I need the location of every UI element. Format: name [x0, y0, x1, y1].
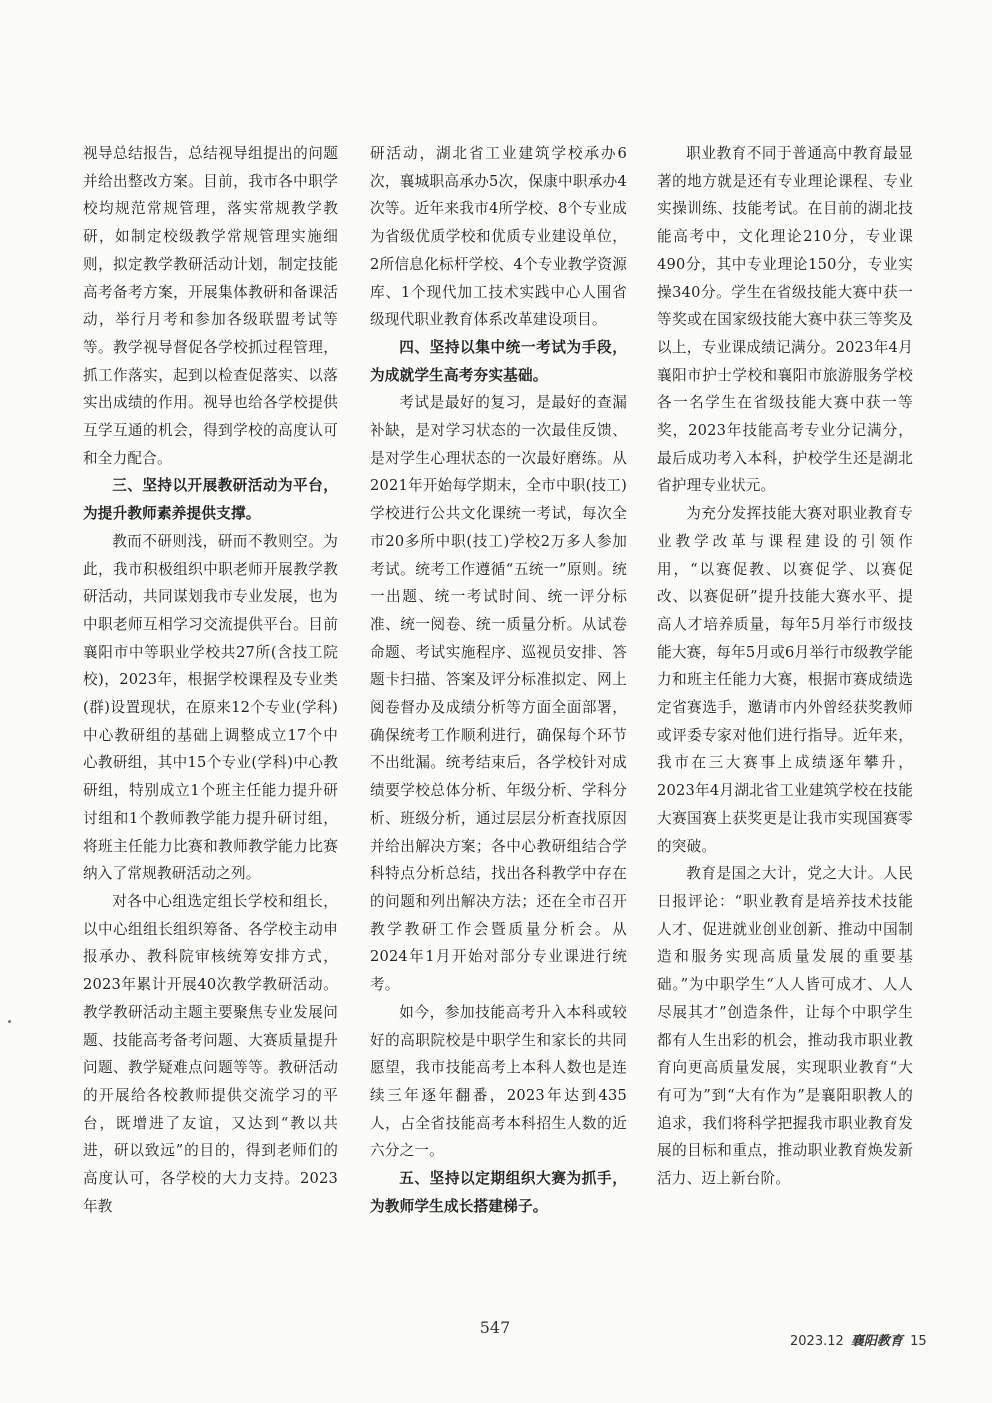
text-column-2: [370, 140, 627, 1220]
issue-date: 2023.12: [790, 1334, 844, 1349]
section-heading: 四、坚持以集中统一考试为手段，为成就学生高考夯实基础。: [370, 338, 627, 384]
journal-page-number: 15: [910, 1334, 927, 1349]
paragraph: 教育是国之大计，党之大计。人民日报评论：“职业教育是培养技术技能人才、促进就业创业创新、推动中国制造和服务实现高质量发展的重要基础。”为中职学生“人人皆可成才、人人尽展其才”创造条件，让每个中职学生都有人生出彩的机会，推动我市职业教育向更高质量发展，实现职业教育“大有可为”到“大有作为”是襄阳职教人的追求，我们将科学把握我市职业教育发展的目标和重点，推动职业教育焕发新活力、迈上新台阶。: [657, 865, 913, 1188]
paragraph: 职业教育不同于普通高中教育最显著的地方就是还有专业理论课程、专业实操训练、技能考试。在目前的湖北技能高考中，文化理论210分，专业课490分，其中专业理论150分，专业实操340分。学生在省级技能大赛中获一等奖或在国家级技能大赛中获三等奖及以上，专业课成绩记满分。2023年4月襄阳市护士学校和襄阳市旅游服务学校各一名学生在省级技能大赛中获一等奖，2023年技能高考专业分记满分，最后成功考入本科，护校学生还是湖北省护理专业状元。: [657, 145, 913, 495]
section-heading: 五、坚持以定期组织大赛为抓手，为教师学生成长搭建梯子。: [370, 1170, 627, 1215]
journal-name: 襄阳教育: [850, 1334, 903, 1349]
scan-speck: [8, 1020, 11, 1023]
paragraph: 研活动，湖北省工业建筑学校承办6次，襄城职高承办5次，保康中职承办4次等。近年来我市4所学校、8个专业成为省级优质学校和优质专业建设单位，2所信息化标杆学校、4个专业教学资源库、1个现代加工技术实践中心人围省级现代职业教育体系改革建设项目。: [370, 145, 627, 329]
page-number: 547: [479, 1318, 511, 1337]
text-column-3: [657, 140, 913, 1193]
paragraph: 视导总结报告，总结视导组提出的问题并给出整改方案。目前，我市各中职学校均规范常规管理，落实常规教学教研，如制定校级教学常规管理实施细则，拟定教学教研活动计划，制定技能高考备考方案，开展集体教研和备课活动，举行月考和参加各级联盟考试等等。教学视导督促各学校抓过程管理，抓工作落实，起到以检查促落实、以落实出成绩的作用。视导也给各学校提供互学互通的机会，得到学校的高度认可和全力配合。: [83, 145, 338, 467]
journal-footer: [790, 1330, 927, 1349]
paragraph: 为充分发挥技能大赛对职业教育专业教学改革与课程建设的引领作用，“以赛促教、以赛促学、以赛促改、以赛促研”提升技能大赛水平、提高人才培养质量，每年5月举行市级技能大赛，每年5月或6月举行市级教学能力和班主任能力大赛，根据市赛成绩选定省赛选手，邀请市内外曾经获奖教师或评委专家对他们进行指导。近年来，我市在三大赛事上成绩逐年攀升，2023年4月湖北省工业建筑学校在技能大赛国赛上获奖更是让我市实现国赛零的突破。: [657, 505, 913, 855]
paragraph: 对各中心组选定组长学校和组长，以中心组组长组织筹备、各学校主动申报承办、教科院审核统筹安排方式，2023年累计开展40次教学教研活动。教学教研活动主题主要聚焦专业发展问题、技能高考备考问题、大赛质量提升问题、教学疑难点问题等等。教研活动的开展给各校教师提供交流学习的平台，既增进了友谊，又达到“教以共进，研以致远”的目的，得到老师们的高度认可，各学校的大力支持。2023年教: [83, 892, 338, 1215]
paragraph: 教而不研则浅，研而不教则空。为此，我市积极组织中职老师开展教学教研活动，共同谋划我市专业发展，也为中职老师互相学习交流提供平台。目前襄阳市中等职业学校共27所(含技工院校)，2023年，根据学校课程及专业类(群)设置现状，在原来12个专业(学科)中心教研组的基础上调整成立17个中心教研组，其中15个专业(学科)中心教研组，特别成立1个班主任能力提升研讨组和1个教师教学能力提升研讨组，将班主任能力比赛和教师教学能力比赛纳入了常规教研活动之列。: [83, 532, 338, 883]
paragraph: 考试是最好的复习，是最好的查漏补缺，是对学习状态的一次最佳反馈、是对学生心理状态的一次最好磨练。从2021年开始每学期末，全市中职(技工)学校进行公共文化课统一考试，每次全市20多所中职(技工)学校2万多人参加考试。统考工作遵循“五统一”原则。统一出题、统一考试时间、统一评分标准、统一阅卷、统一质量分析。从试卷命题、考试实施程序、巡视员安排、答题卡扫描、答案及评分标准拟定、网上阅卷督办及成绩分析等方面全面部署，确保统考工作顺利进行，确保每个环节不出纰漏。统考结束后，各学校针对成绩要学校总体分析、年级分析、学科分析、班级分析，通过层层分析查找原因并给出解决方案；各中心教研组结合学科特点分析总结，找出各科教学中存在的问题和列出解决方法；还在全市召开教学教研工作会暨质量分析会。从2024年1月开始对部分专业课进行统考。: [370, 394, 627, 994]
section-heading: 三、坚持以开展教研活动为平台，为提升教师素养提供支撑。: [83, 477, 338, 523]
text-column-1: [83, 140, 338, 1220]
paragraph: 如今，参加技能高考升入本科或较好的高职院校是中职学生和家长的共同愿望，我市技能高考上本科人数也是连续三年逐年翻番，2023年达到435人，占全省技能高考本科招生人数的近六分之一。: [370, 1003, 627, 1160]
